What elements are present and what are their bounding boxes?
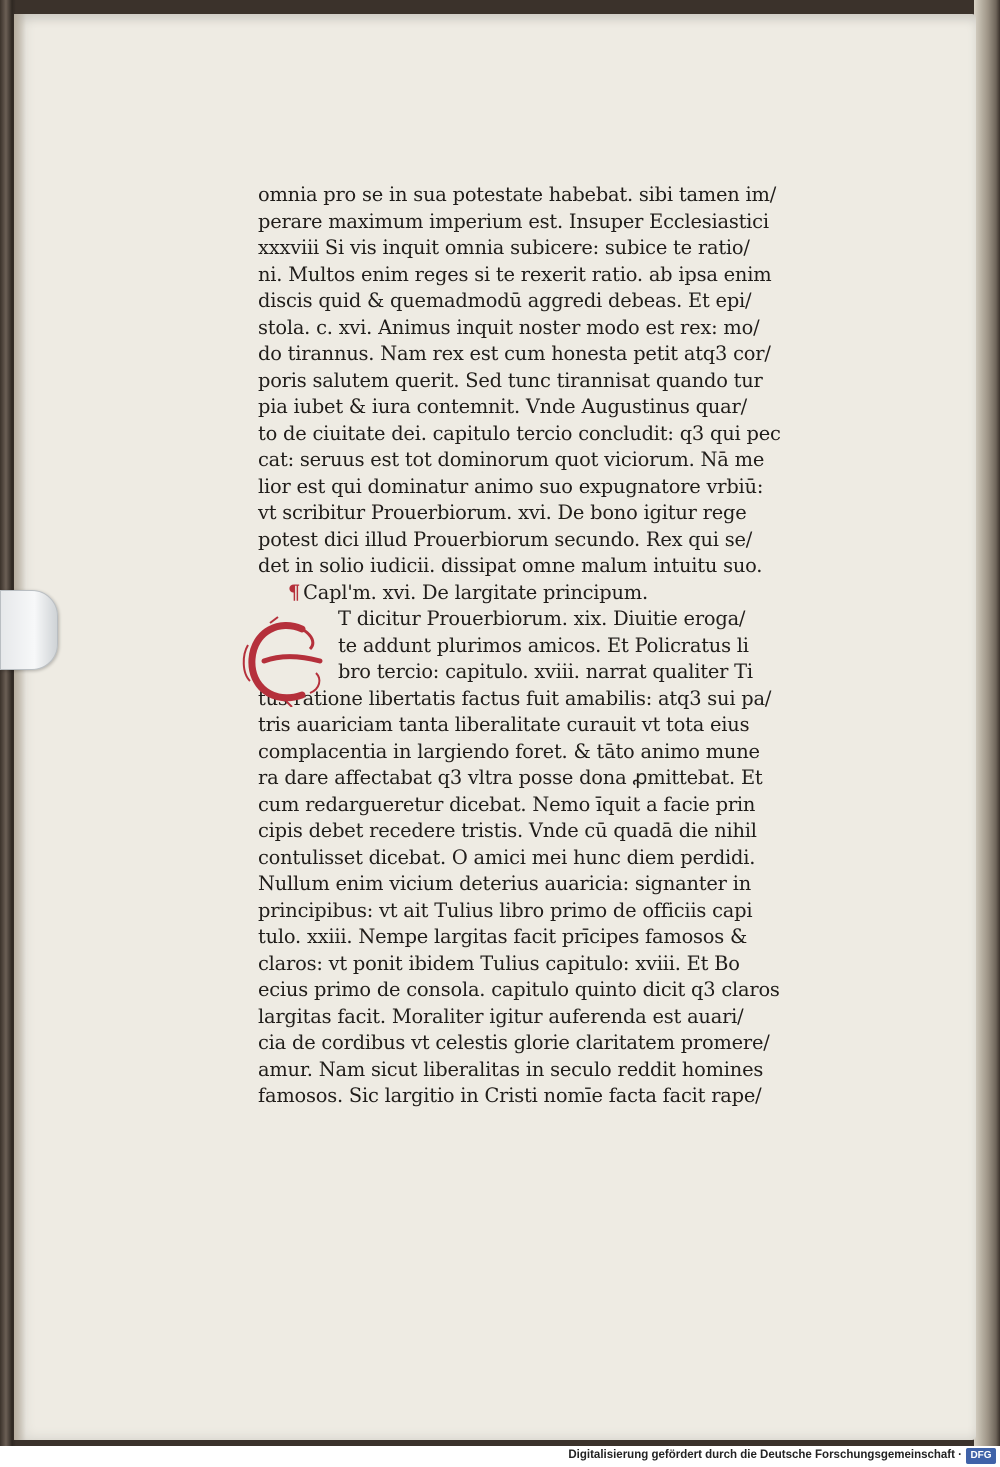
text-line: amur. Nam sicut liberalitas in seculo reddit homines — [258, 1057, 764, 1081]
text-line: pia iubet & iura contemnit. Vnde Augustinus quar/ — [258, 395, 747, 418]
text-line: do tirannus. Nam rex est cum honesta petit atq3 cor/ — [258, 342, 771, 365]
paragraph-after — [258, 686, 818, 1110]
page-clip — [0, 590, 58, 670]
text-line: T dicitur Prouerbiorum. xix. Diuitie eroga/ — [338, 607, 746, 630]
paragraph-before-heading — [258, 182, 818, 580]
text-line: principibus: vt ait Tulius libro primo de officiis capi — [258, 898, 753, 922]
footer-bar — [0, 1446, 1000, 1467]
text-line: famosos. Sic largitio in Cristi nomīe facta facit rape/ — [258, 1084, 762, 1107]
text-line: tulo. xxiii. Nempe largitas facit prīcipes famosos & — [258, 925, 748, 948]
page-edge — [974, 0, 1000, 1446]
text-line: te addunt plurimos amicos. Et Policratus li — [338, 633, 749, 657]
paragraph-indented — [258, 606, 818, 686]
text-line: bro tercio: capitulo. xviii. narrat qualiter Ti — [338, 660, 753, 683]
funding-notice: Digitalisierung gefördert durch die Deutsche Forschungsgemeinschaft · — [568, 1449, 962, 1461]
book-page — [14, 14, 976, 1440]
text-line: lior est qui dominatur animo suo expugnatore vrbiū: — [258, 474, 764, 498]
chapter-heading-text: Capl'm. xvi. De largitate principum. — [303, 580, 648, 604]
text-line: det in solio iudicii. dissipat omne malum intuitu suo. — [258, 554, 763, 577]
text-block — [240, 182, 818, 1110]
text-line: largitas facit. Moraliter igitur auferenda est auari/ — [258, 1004, 744, 1028]
text-line: xxxviii Si vis inquit omnia subicere: subice te ratio/ — [258, 236, 750, 259]
text-line: ni. Multos enim reges si te rexerit ratio. ab ipsa enim — [258, 262, 772, 286]
text-line: vt scribitur Prouerbiorum. xvi. De bono igitur rege — [258, 501, 747, 524]
text-line: ra dare affectabat q3 vltra posse dona ꝓmittebat. Et — [258, 766, 763, 789]
text-line: stola. c. xvi. Animus inquit noster modo est rex: mo/ — [258, 315, 760, 339]
dfg-logo: DFG — [966, 1448, 996, 1464]
text-line: to de ciuitate dei. capitulo tercio concludit: q3 qui pec — [258, 421, 781, 445]
text-line: cum redargueretur dicebat. Nemo īquit a facie prin — [258, 792, 756, 816]
chapter-heading — [258, 580, 818, 607]
text-line: tris auariciam tanta liberalitate curauit vt tota eius — [258, 713, 750, 736]
text-line: cia de cordibus vt celestis glorie claritatem promere/ — [258, 1031, 770, 1054]
text-line: complacentia in largiendo foret. & tāto animo mune — [258, 739, 760, 763]
text-line: tus ratione libertatis factus fuit amabilis: atq3 sui pa/ — [258, 686, 772, 710]
red-initial-glyph: E — [240, 615, 241, 616]
text-line: poris salutem querit. Sed tunc tirannisat quando tur — [258, 368, 763, 392]
red-initial-letter-e — [240, 615, 330, 707]
text-line: potest dici illud Prouerbiorum secundo. Rex qui se/ — [258, 527, 753, 551]
text-line: omnia pro se in sua potestate habebat. sibi tamen im/ — [258, 183, 777, 206]
text-line: perare maximum imperium est. Insuper Ecclesiastici — [258, 209, 769, 233]
text-line: discis quid & quemadmodū aggredi debeas. Et epi/ — [258, 289, 752, 312]
text-line: cat: seruus est tot dominorum quot viciorum. Nā me — [258, 448, 765, 471]
text-line: cipis debet recedere tristis. Vnde cū quadā die nihil — [258, 819, 757, 842]
text-line: contulisset dicebat. O amici mei hunc diem perdidi. — [258, 845, 756, 869]
pilcrow-mark: ¶ — [288, 580, 301, 604]
text-line: Nullum enim vicium deterius auaricia: signanter in — [258, 872, 751, 895]
text-line: claros: vt ponit ibidem Tulius capitulo: xviii. Et Bo — [258, 951, 740, 975]
page-gutter — [14, 14, 26, 1440]
text-line: ecius primo de consola. capitulo quinto dicit q3 claros — [258, 978, 780, 1001]
